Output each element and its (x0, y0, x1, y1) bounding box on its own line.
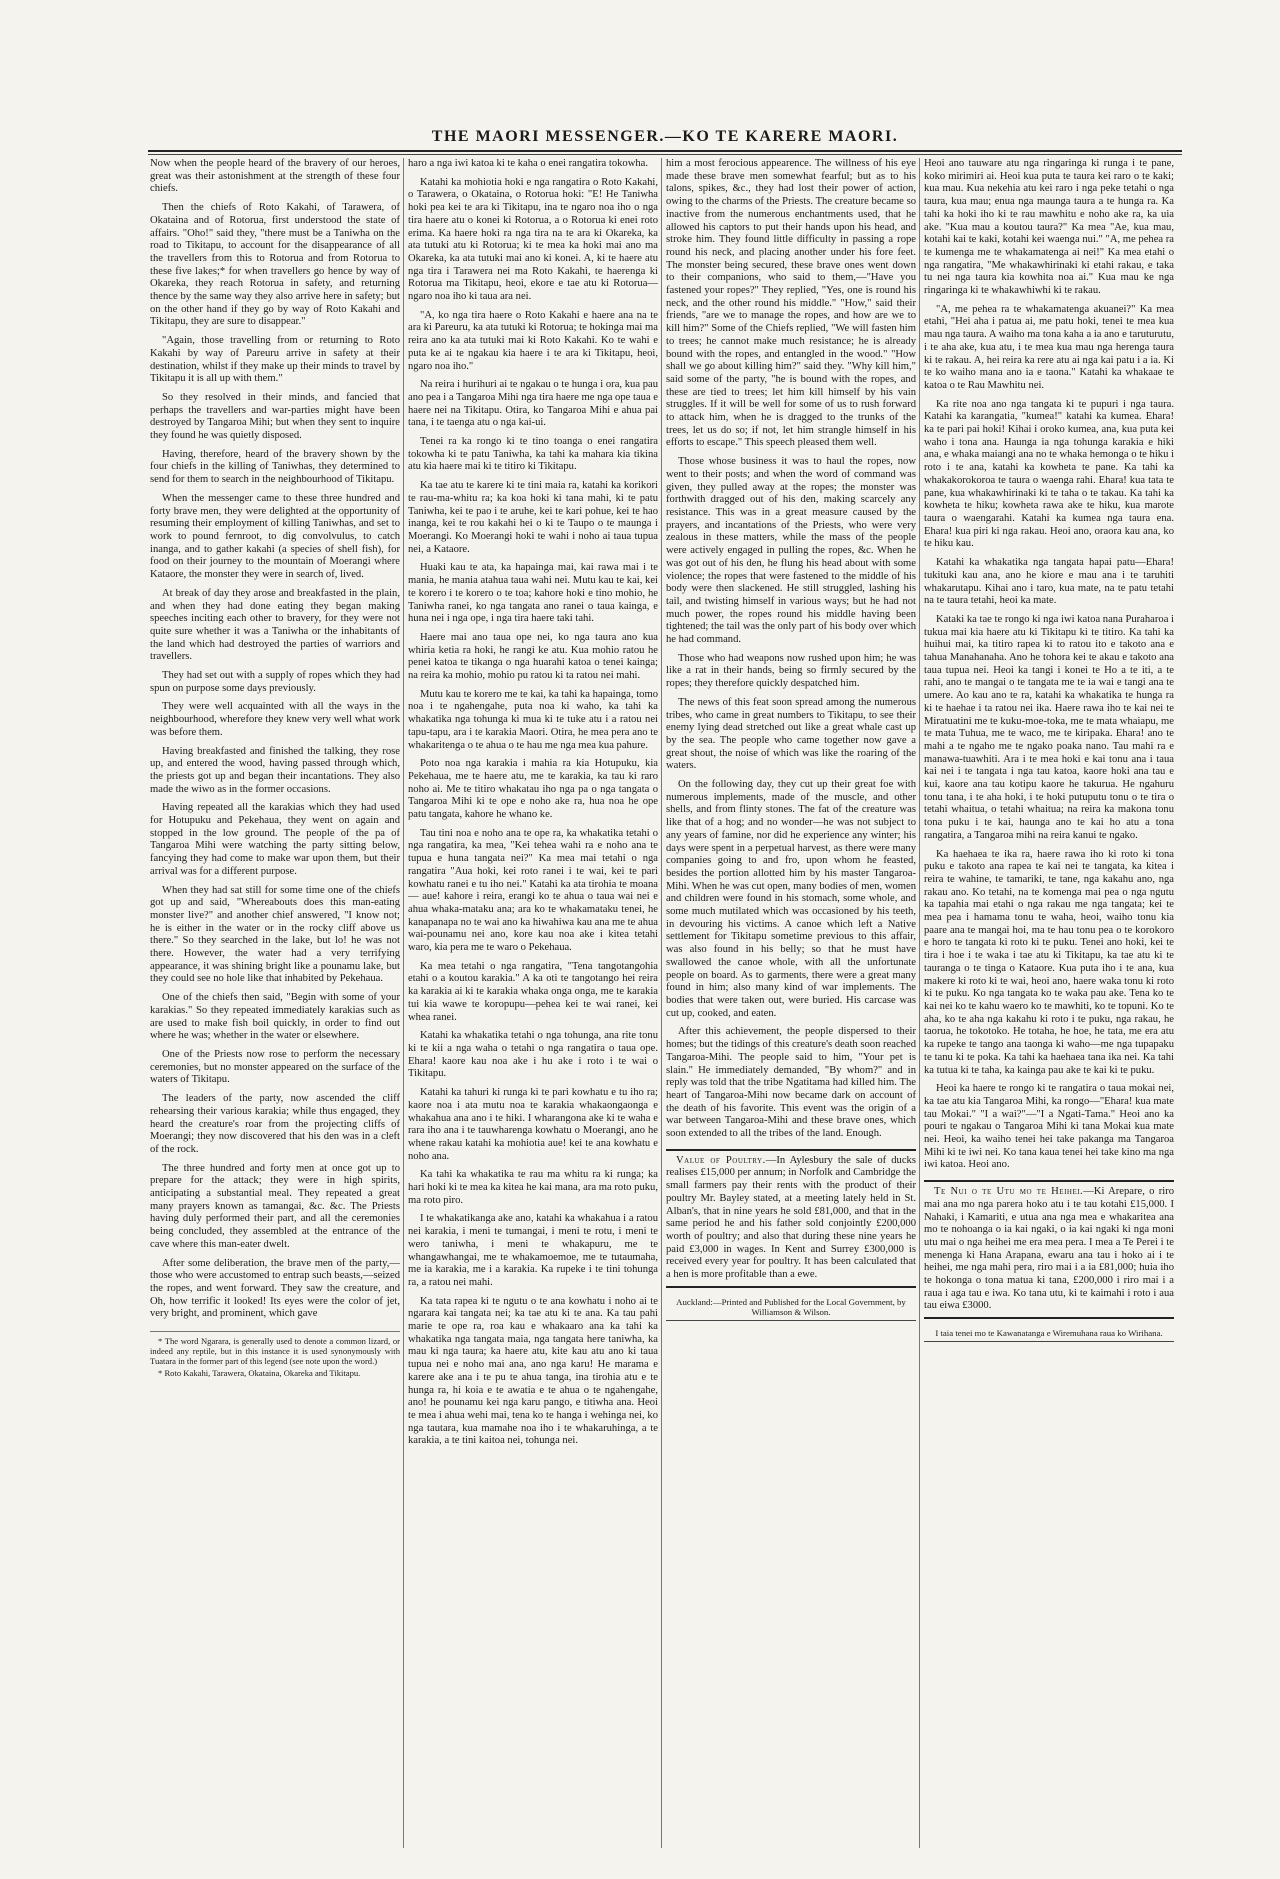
column-divider (403, 158, 404, 1848)
paragraph: Tenei ra ka rongo ki te tino toanga o enei rangatira tokowha ki te patu Taniwha, ka tahi ka mahara kia tikina atu kia haere mai ki te titiro ki Tikitapu. (408, 436, 658, 473)
paragraph: "A, me pehea ra te whakamatenga akuanei?" Ka mea etahi, "Hei aha i patua ai, me patu hoki, tenei te mea kua mau nga taura. A waiho ma tona kaha a ia ano e taruturutu, i te aha ake, kua atu, i te mea kua mau nga herenga taura ki te rakau. A, hei reira ka rere atu ai nga kai patu i a ia. Ki te ko waiho mana ano ia e taona." Katahi ka whakaae te katoa o te Rau Mawhitu nei. (924, 303, 1174, 391)
paragraph: They were well acquainted with all the ways in the neighbourhood, wherefore they knew very well what work was before them. (150, 701, 400, 738)
paragraph: Tau tini noa e noho ana te ope ra, ka whakatika tetahi o nga rangatira, ka mea, "Kei tehea wahi ra e noho ana te tupua e huna tangata nei?" Ka mea mai tetahi o nga rangatira "Aua hoki, kei roto ranei i te wai, kei te pari kowhatu ranei e tu iho nei." Katahi ka ata tirohia te moana — aue! kahore i reira, erangi ko te ahua o taua wai nei e ahua whaka-mataku ana; ara ko te whakamataku tenei, he kanapanapa no te wai ano ka hiwahiwa kau ana me te ahua wai-pounamu nei ano, kore kau noa ake i kitea tetahi waro, kia pera me te waro o Pekehaua. (408, 827, 658, 954)
paragraph: Ka mea tetahi o nga rangatira, "Tena tangotangohia etahi o a koutou karakia." A ka oti te tangotango hei reira ka karakia ai ki te karakia whaka onga onga, me te karakia tui kia wawe te koropupu—pehea kei te wai ranei, kei whea ranei. (408, 960, 658, 1023)
paragraph: Ka tata rapea ki te ngutu o te ana kowhatu i noho ai te ngarara kai tangata nei; ka tae atu ki te ana. Ka tau pahi marie te ope ra, roa kau e whakaaro ana ka tahi ka whakatika nga tangata maia, nga tangata here taniwha, ka mau ki nga taura; ka haere atu, kite kau atu ano ki taua tupua nei e noho mai ana, ano nga karu! He marama e karere ake ana i te pu te ahua tanga, ina tirohia atu e te hunga ra, hi koia e te awatia e te ahua o te ngahengahe, ano! he pounamu kei nga karu pango, e titiwha ana. Heoi te mea i ahua wehi mai, tena ko te hanga i wehinga nei, ko nga tautara, kua mamahe noa iho i te whakaruhinga, a te karakia, a te tini kaitoa nei, tohunga nei. (408, 1295, 658, 1447)
paragraph: Heoi ka haere te rongo ki te rangatira o taua mokai nei, ka tae atu kia Tangaroa Mihi, ka rongo—"Ehara! kua mate tau Mokai." "I a wai?"—"I a Ngati-Tama." Heoi ano ka pouri te ngakau o Tangaroa Mihi ki tana Mokai kua mate nei. Heoi, ka waiho tenei hei take pakanga ma Tangaroa Mihi ki te iwi nei. Ko tana kaua tenei hei take kino ma nga iwi katoa. Heoi ano. (924, 1083, 1174, 1171)
heihei-article (924, 1180, 1174, 1319)
paragraph: Now when the people heard of the bravery of our heroes, great was their astonishment at the strength of these four chiefs. (150, 158, 400, 195)
paragraph: Having repeated all the karakias which they had used for Hotupuku and Pekehaua, they went on again and stopped in the low ground. The people of the pa of Tangaroa Mihi were watching the party sitting below, fancying they had come to make war upon them, but their arrival was for a different purpose. (150, 802, 400, 877)
imprint-english: Auckland:—Printed and Published for the Local Government, by Williamson & Wilson. (666, 1294, 916, 1321)
paragraph: So they resolved in their minds, and fancied that perhaps the travellers and war-parties might have been destroyed by Tangaroa Mihi; but when they sent to inquire they found he was quietly disposed. (150, 391, 400, 442)
column-1-english (150, 158, 400, 1858)
heihei-text: —Ki Arepare, o riro mai ana mo nga parera hoko atu i te tau kotahi £15,000. I Nahaki, i Kamariti, e utua ana nga mea e whakaritea ana mo te nohoanga o ia kai ngaki, o ia kai ngaki ki nga moni utu mai o nga heihei me era mea pera. I mea a Te Perei i te menenga ki Hana Arapana, ewaru ana tau i hoko ai i te heihei, me nga mahi pera, riro mai i a ia £81,000; huia iho te hokonga o tona matua ki tana, £200,000 i riro mai i a raua i aga tau e iwa. Ko tana utu, ki te kaimahi i roto i aua tau eiwa £3000. (924, 1186, 1174, 1312)
paragraph: "A, ko nga tira haere o Roto Kakahi e haere ana na te ara ki Pareuru, ka ata tutuki ki Rotorua; te hokinga mai ma reira ano ka ata tutuki mai ki Roto Kakahi. Ko te wahi e puta ke ai te ngakau kia haere i te ara ki Tikitapu, heoi, ngaro noa iho." (408, 309, 658, 372)
imprint-maori: I taia tenei mo te Kawanatanga e Wiremuhana raua ko Wirihana. (924, 1325, 1174, 1342)
paragraph: Katahi ka whakatika tetahi o nga tohunga, ana rite tonu ki te kii a nga waha o tetahi o nga rangatira o taua ope. Ehara! kaore kau noa ake i hu ake i roto i te wai o Tikitapu. (408, 1030, 658, 1080)
paragraph: At break of day they arose and breakfasted in the plain, and when they had done eating they began making speeches inciting each other to bravery, for they were not quite sure whether it was a Taniwha or the inhabitants of the land which had destroyed the parties of warriors and travellers. (150, 587, 400, 663)
column-divider (919, 158, 920, 1848)
paragraph: Then the chiefs of Roto Kakahi, of Tarawera, of Okataina and of Rotorua, first understood the state of affairs. "Oho!" said they, "there must be a Taniwha on the road to Tikitapu, to account for the disappearance of all the travellers from this to Rotorua and from Rotorua to these five lakes;* for when travellers go hence by way of Okareka, they reach Rotorua in safety, and returning thence by the same way they also arrive here in safety; but on the other hand if they go by way of Roto Kakahi and Tikitapu, they are sure to disappear." (150, 202, 400, 328)
heihei-title: Te Nui o te Utu mo te Heihei. (934, 1186, 1084, 1198)
paragraph: They had set out with a supply of ropes which they had spun on purpose some days previously. (150, 670, 400, 694)
paragraph: Having breakfasted and finished the talking, they rose up, and entered the wood, having passed through which, the priests got up and began their incantations. They also made the wiwo as in the former occasions. (150, 745, 400, 795)
paragraph: Katahi ka tahuri ki runga ki te pari kowhatu e tu iho ra; kaore noa i ata mutu noa te karakia whakaongaonga e whakahua ana ano i te hiki. I wharangona ake ki te waha e rara iho ana i te tauwharenga kowhatu o Moerangi, ano he whene rakau katahi ka mohiotia aue! kei te ana kowhatu e noho ana. (408, 1087, 658, 1162)
column-2-body (408, 158, 658, 1448)
paragraph: Katahi ka whakatika nga tangata hapai patu—Ehara! tukituki kau ana, ano he kiore e mau ana i te taruhiti whakarutapu. Kihai ano i taro, kua mate, na te patu tetahi na te taura tetahi, heoi ka mate. (924, 557, 1174, 607)
paragraph: On the following day, they cut up their great foe with numerous implements, made of the muscle, and other shells, and from flinty stones. The fat of the creature was like that of a hog; and no wonder—he was not subject to any years of famine, nor did he experience any winter; his days were spent in a perpetual harvest, as there were many companies going to and fro, upon whom he feasted, besides the portion allotted him by his master Tangaroa-Mihi. When he was cut open, many bodies of men, women and children were found in his stomach, some whole, and some much mutilated which was occasioned by his teeth, in devouring his victims. A canoe which left a Native settlement for Tikitapu sometime previous to this affair, was also found in his belly; so that he must have swallowed the canoe whole, with all the unfortunate people on board. As to garments, there were a great many found in him; also many kind of war implements. The bodies that were taken out, were buried. His carcase was cut up, cooked, and eaten. (666, 779, 916, 1019)
column-3-body (666, 158, 916, 1141)
footnote: * Roto Kakahi, Tarawera, Okataina, Okareka and Tikitapu. (158, 1368, 361, 1379)
paragraph: Heoi ano tauware atu nga ringaringa ki runga i te pane, koko mirimiri ai. Heoi kua puta te taura kei raro o te kaki; kua mau. Kua nekehia atu kei raro i nga peke tetahi o nga taura, kua mau; enua nga maunga taura a te hunga ra. Ka tahi ka hoki iho ki te rau mawhitu e noho ake ra, ka uia ake. "Kua mau a koutou taura?" Ka mea "Ae, kua mau, kotahi kai te kaki, kotahi kei waenga nui." "A, me pehea ra te kumenga me te whakamatenga ai nei!" Ka mea etahi o nga rangatira, "Me whakawhirinaki ki etahi rakau, e taka tu nei nga taura kia kowhita noa ai." Kua mau ke nga ringaringa ki te whakawhiwhi ki te rakau. (924, 158, 1174, 297)
paragraph: Na reira i hurihuri ai te ngakau o te hunga i ora, kua pau ano pea i a Tangaroa Mihi nga tira haere me nga ope taua e haere nei na Tikitapu. Otira, ko Tangaroa Mihi e ahua pai tana, i te taenga atu o nga kai-ui. (408, 379, 658, 429)
footnote: * The word Ngarara, is generally used to denote a common lizard, or indeed any reptile, but in this instance it is used synonymously with Tuatara in the former part of this legend (see note upon the word.) (150, 1336, 400, 1367)
column-4-body (924, 158, 1174, 1172)
column-2-maori (408, 158, 658, 1858)
column-3-english (666, 158, 916, 1858)
paragraph: Those whose business it was to haul the ropes, now went to their posts; and when the word of command was given, they pulled away at the ropes; the monster was forthwith dragged out of his den, making scarcely any resistance. This was in a great measure caused by the prayers, and incantations of the Priests, who were very zealous in these matters, while the mass of the people were actively engaged in pulling the ropes, &c. When he was got out of his den, he flung his head about with some violence; the ropes that were fastened to the middle of his body were then slackened. He still struggled, lashing his tail, and twisting himself in various ways; but he had not much power, the ropes round his middle having been tightened; the tail was the only part of his body over which he had command. (666, 456, 916, 646)
paragraph: When the messenger came to these three hundred and forty brave men, they were delighted at the opportunity of resuming their employment of killing Taniwhas, and set to work to pound fernroot, to dig convolvulus, to catch inanga, and to gather kakahi (a species of shell fish), for food on their journey to the mountain of Moerangi where Kataore, the monster they were in search of, lived. (150, 492, 400, 581)
column-1-body (150, 158, 400, 1321)
paragraph: "Again, those travelling from or returning to Roto Kakahi by way of Pareuru arrive in safety at their destination, whilst if they make up their minds to travel by Tikitapu it is all up with them." (150, 335, 400, 385)
paragraph: Huaki kau te ata, ka hapainga mai, kai rawa mai i te mania, he mania atahua taua wahi nei. Mutu kau te kai, kei te korero i te korero o te toa; kahore hoki e tino mohio, he Taniwha ranei, ko nga tangata ano ranei o taua kainga, e huna nei i nga ope, i nga tira haere taki tahi. (408, 562, 658, 625)
column-4-maori (924, 158, 1174, 1858)
paragraph: When they had sat still for some time one of the chiefs got up and said, "Whereabouts does this man-eating monster live?" and another chief answered, "I know not; he is either in the water or in the rocky cliff above us there." So they searched in the lake, but lo! he was not there. However, the water had a very terrifying appearance, it was shining bright like a pounamu lake, but they could see no hole like that inhabited by Pekehaua. (150, 884, 400, 985)
paragraph: haro a nga iwi katoa ki te kaha o enei rangatira tokowha. (408, 158, 649, 169)
masthead: THE MAORI MESSENGER.—KO TE KARERE MAORI. (431, 128, 899, 145)
paragraph: After some deliberation, the brave men of the party,—those who were accustomed to entrap such beasts,—seized the ropes, and went forward. They saw the creature, and Oh, how terrific it looked! Its eyes were the color of jet, very bright, and prominent, which gave (150, 1257, 400, 1320)
poultry-text: —In Aylesbury the sale of ducks realises £15,000 per annum; in Norfolk and Cambridge the small farmers pay their rents with the product of their poultry Mr. Bayley stated, at a meeting lately held in St. Alban's, that in nine years he sold £81,000, and that in the same period he and his father sold conjointly £200,000 worth of poultry; and also that during these nine years he paid £3,000 in wages. In Kent and Surrey £300,000 is received every year for poultry. It has been calculated that a hen is more profitable than a ewe. (666, 1154, 916, 1281)
paragraph: The three hundred and forty men at once got up to prepare for the attack; they were in high spirits, anticipating a substantial meal. They repeated a great many prayers known as tamangai, &c. &c. The Priests having duly performed their part, and all the ceremonies being concluded, they assembled at the entrance of the cave where this man-eater dwelt. (150, 1162, 400, 1250)
poultry-article (666, 1149, 916, 1288)
paragraph: Poto noa nga karakia i mahia ra kia Hotupuku, kia Pekehaua, me te haere atu, me te karakia, ka tau ki raro noho ai. Me te titiro whakatau iho nga pa o nga tangata o Tangaroa Mihi ki te ope e noho ake ra, hua noa he ope patu tangata, kahore he whano ke. (408, 758, 658, 821)
paragraph: Ka tae atu te karere ki te tini maia ra, katahi ka korikori te rau-ma-whitu ra; ka koa hoki ki tana mahi, ki te patu Taniwha, kei te pao i te aruhe, kei te kari pohue, kei te hao inanga, kei te rou kakahi hei o ki te Taupo o te maunga i Moerangi. Ko Moerangi hoki te wahi i noho ai taua tupua nei, a Kataore. (408, 480, 658, 555)
paragraph: One of the Priests now rose to perform the necessary ceremonies, but no monster appeared on the surface of the waters of Tikitapu. (150, 1049, 400, 1086)
paragraph: Ka haehaea te ika ra, haere rawa iho ki roto ki tona puku e takoto ana rapea te kai nei te tangata, ka kitea i reira te wahine, te tamariki, te tane, nga kakahu ano, nga rakau ano. Ko tetahi, na te komenga mai pea o nga ngutu ka tapahia mai etahi o nga rakau me nga tangata; kei te mea pea i hamama tonu te waha, heoi, waiho tonu kia paare ana te mangai hoi, ma te hau tonu pea o te korokoro e horo te tangata ki roto ki te puku. Tenei ano hoki, kei te tira i hoe i te waka i tae atu ki Tikitapu, ka tae atu ki te tauranga o te tinga o Kataore. Kua puta iho i te ana, kua makere ki roto ki te wai, heoi ano, haere waka tonu ki roto ki te puku. Ko nga tangata ko te waka pau ake. Tena ko te kai nei ko te kahu waero ko te mawhiti, ko te topuni. Ko te aha, ko te aha nga kakahu ki roto i te puku, nga rakau, he taorua, he tokotoko. He totaha, he hoe, he tata, me era atu ka rupeke te tango ana taonga ki waho—me nga tupapaku te tanu ki te poka. Ka tahi ka haehaea tana ika nei. Ka tahi ka tutua ki te taha, ka kainga pau ake te kai ki te puku. (924, 848, 1174, 1076)
paragraph: Katahi ka mohiotia hoki e nga rangatira o Roto Kakahi, o Tarawera, o Okataina, o Rotorua hoki: "E! He Taniwha hoki pea kei te ara ki Tikitapu, ina te ngaro noa iho o nga tira haere atu o konei ki Rotorua, a o Rotorua ki enei roto erima. Ka haere hoki ra nga tira na te ara ki Okareka, ka ata tutuki atu ki Rotorua; ki te mea ka hoki mai ano ma Okareka, ka ata tutuki mai ano ki konei. A, ki te haere atu nga tira i Tarawera nei ma Roto Kakahi, te haerenga ki Rotorua ma Tikitapu, heoi, ekore e tae atu ki Rotorua—ngaro noa iho ki taua ara nei. (408, 176, 658, 303)
paragraph: I te whakatikanga ake ano, katahi ka whakahua i a ratou nei karakia, i meni te tumangai, i meni te rotu, i meni te wero taniwha, i meni te whakapuru, me te whangawhangai, me te whakamoemoe, me te tutaumaha, me ia karakia, me i a karakia. Ka rupeke i te tini tohunga ra, a ratou nei mahi. (408, 1213, 658, 1288)
paragraph: Ka rite noa ano nga tangata ki te pupuri i nga taura. Katahi ka karangatia, "kumea!" katahi ka kumea. Ehara! ka te pari pai hoki! Kihai i oroko kumea, ana, kua puta kei waho i tona ana. Haunga ia nga tohunga karakia e hiki ana, e whaka maiangi ana no te whaka hemonga o te hiku i roto i te ana, katahi ka kowheta te pane. Ka tahi ka whakakorokoroa te taura o waenga rahi. Ehara! kua tata te pane, kua whakawhirinaki ki te taha o te takau. Ka tahi ka kowheta te hiku; kowheta rawa ake te hiku, kua marote taura o waengarahi. Katahi ka kumea nga taura ena. Ehara! kua piri ki nga rakau. Heoi ano, oraora kau ana, ko te hiku kau. (924, 398, 1174, 550)
poultry-title: Value of Poultry. (676, 1154, 766, 1166)
column-divider (661, 158, 662, 1848)
paragraph: The news of this feat soon spread among the numerous tribes, who came in great numbers to Tikitapu, to see their enemy lying dead stretched out like a great whale cast up by the sea. The people who came together now gave a great shout, the noise of which was like the roaring of the waters. (666, 696, 916, 772)
paragraph: Having, therefore, heard of the bravery shown by the four chiefs in the killing of Taniwhas, they determined to send for them to search in the neighbourhood of Tikitapu. (150, 448, 400, 486)
paragraph: Kataki ka tae te rongo ki nga iwi katoa nana Puraharoa i tukua mai kia haere atu ki Tikitapu ki te titiro. Ka tahi ka huihui mai, ka titiro rapea ki to ratou ito e takoto ana e tahua Manahanaha. Ano he tohora kei te akau e takoto ana taua tupua nei. Heoi ka tangi i konei te Ho a te iti, a te rahi, ano te mangai o te tangata me te ia wai e tangi ana te umere. Ao kau ano te ra, katahi ka whakatika te hunga ra ki te haehae i ta ratou nei ika. Haere rawa iho te kai nei te Miratuatini me te kuku-moe-toka, me te mata whaiapu, me te mata Tuhua, me te waco, me te kiripaka. Ehara! ano te mahi a te ngaho me te ngako poaka nano. Tau mahi ra e manawa-tuawhiti. Ara i te mea hoki e kai tonu ana i taua kai nei i te tangata i nga tau katoa, kaore hoki ana tau e kui, kaore ana tau kotipu kaore he takurua. He ngahuru tonu tana, i te aha hoki, i te hoki putuputu tonu o te tira o tetahi whaitua, o tetahi whaitua; na reira ka makona tonu tona puku i te kai, haunga ano te kai ho atu a tona rangatira, a Tangaroa mihi na reira kanui te ngako. (924, 613, 1174, 841)
paragraph: The leaders of the party, now ascended the cliff rehearsing their various karakia; while thus engaged, they heard the creature's roar from the projecting cliffs of Moerangi; they now discovered that his den was in a cleft of the rock. (150, 1093, 400, 1155)
masthead-rule (148, 150, 1182, 155)
footnotes (150, 1331, 400, 1378)
paragraph: After this achievement, the people dispersed to their homes; but the tidings of this creature's death soon reached Tangaroa-Mihi. The people said to him, "Your pet is slain." He immediately demanded, "By whom?" and in reply was told that the tribe Ngatitama had killed him. The heart of Tangaroa-Mihi now became dark on account of the death of his favorite. This event was the origin of a war between Tangaroa-Mihi and these brave ones, which soon extended to all the tribes of the land. Enough. (666, 1026, 916, 1140)
paragraph: Ka tahi ka whakatika te rau ma whitu ra ki runga; ka hari hoki ki te mea ka kitea he kai mana, ara ma roto puku, ma roto piro. (408, 1169, 658, 1206)
paragraph: Mutu kau te korero me te kai, ka tahi ka hapainga, tomo noa i te ngahengahe, puta noa ki waho, ka tahi ka whakatika nga tohunga ki mua ki te tuke atu i a ratou nei tapu-tapu, ara i te karakia Maori. Otira, he mea pera ano te whakaritenga o te ahua o te hau me nga mea kua pahure. (408, 688, 658, 751)
paragraph: Those who had weapons now rushed upon him; he was like a rat in their hands, being so firmly secured by the ropes; they therefore quickly despatched him. (666, 652, 916, 690)
paragraph: Haere mai ano taua ope nei, ko nga taura ano kua whiria ketia ra hoki, he rangi ke atu. Kua mohio ratou he penei katoa te tikanga o nga huarahi katoa o tenei kainga; na reira ka mohio, mohio pu ratou ki ta ratou nei mahi. (408, 631, 658, 682)
paragraph: One of the chiefs then said, "Begin with some of your karakias." So they repeated immediately karakias such as are used to make fish boil quickly, in order to find out where he was; whether in the water or elsewhere. (150, 992, 400, 1042)
paragraph: him a most ferocious appearence. The willness of his eye made these brave men somewhat fearful; but as to his talons, spikes, &c., they had lost their power of action, owing to the charms of the Priests. The creature became so inactive from the numerous enchantments used, that he allowed his captors to put their hands upon his head, and stroke him. They found little difficulty in passing a rope round his neck, and placing another under his fore feet. The monster being secured, these brave ones went down to their companions, who said to them,—"Have you fastened your ropes?" They replied, "Yes, one is round his neck, and the other round his middle." "How," said their friends, "are we to manage the ropes, and how are we to kill him?" Some of the Chiefs replied, "We will fasten him to trees; he cannot make much resistance; he is already bound with the ropes, and entangled in the wood." "How shall we go about killing him?" said they. "Why kill him," said some of the party, "he is bound with the ropes, and these are tied to trees; let him kill himself by his vain struggles. If it will be well for some of us to rush forward to attack him, when he is dragged to the trunks of the trees, let us do so; if not, let him strangle himself in his efforts to escape." This speech pleased them well. (666, 158, 916, 449)
